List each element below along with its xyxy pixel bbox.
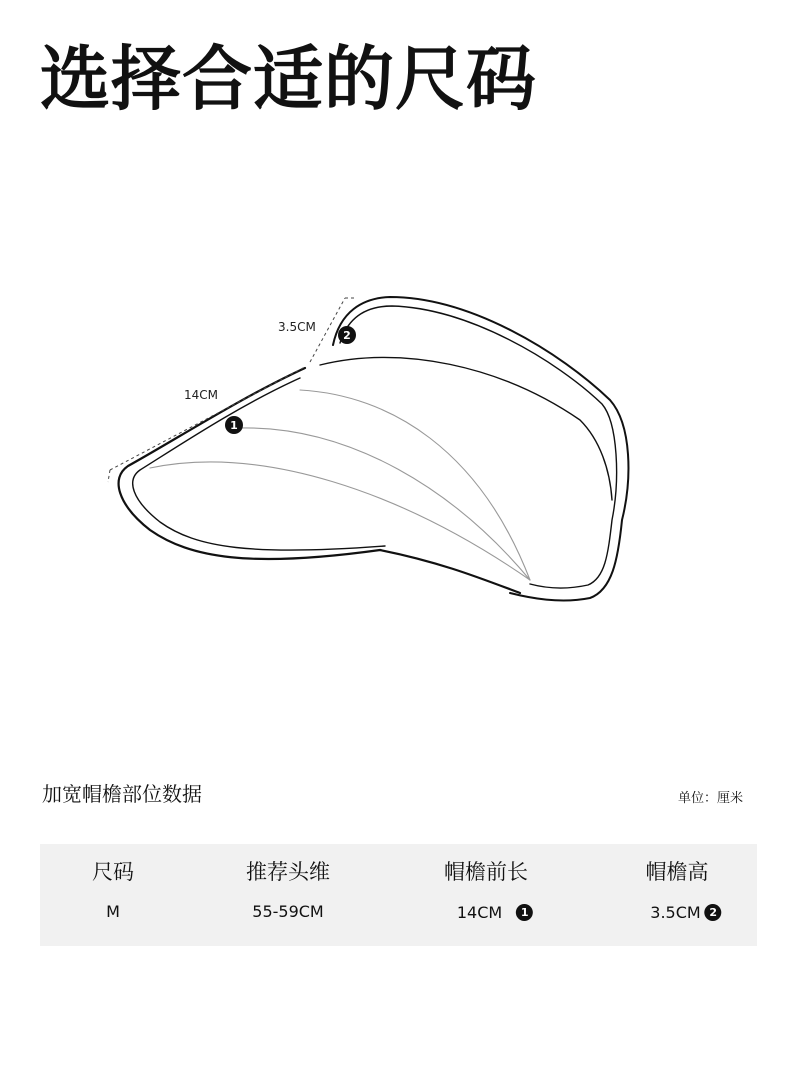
marker-2-icon (338, 326, 356, 344)
unit-note: 单位：厘米 (677, 791, 743, 806)
brim-seam-2 (238, 428, 530, 580)
marker-1-badge-icon: 1 (516, 904, 533, 921)
brim-height-label: 3.5CM (278, 320, 316, 334)
band-top-edge (320, 357, 612, 500)
marker-2-badge-icon: 2 (705, 904, 722, 921)
brim-length-label: 14CM (184, 388, 219, 402)
brim-seam-3 (300, 390, 530, 580)
value-brim-height: 3.5CM 2 (650, 904, 721, 921)
header-size: 尺码 (92, 860, 134, 884)
visor-hat-diagram (0, 260, 790, 640)
hat-band-outline (333, 297, 628, 601)
svg-text:2: 2 (343, 329, 351, 342)
brim-outer-edge (119, 368, 520, 593)
header-brim-height: 帽檐高 (645, 860, 709, 884)
size-table (40, 844, 757, 946)
value-head-circumference: 55-59CM (252, 902, 324, 921)
value-size: M (106, 902, 120, 921)
marker-1-icon (225, 416, 243, 434)
value-brim-front-length: 14CM 1 (457, 904, 533, 921)
brim-length-tick (108, 470, 110, 482)
svg-text:1: 1 (230, 419, 238, 432)
section-title: 加宽帽檐部位数据 (42, 782, 202, 806)
header-brim-front-length: 帽檐前长 (444, 860, 528, 884)
header-head-circumference: 推荐头维 (246, 860, 330, 884)
page-title: 选择合适的尺码 (40, 38, 537, 120)
